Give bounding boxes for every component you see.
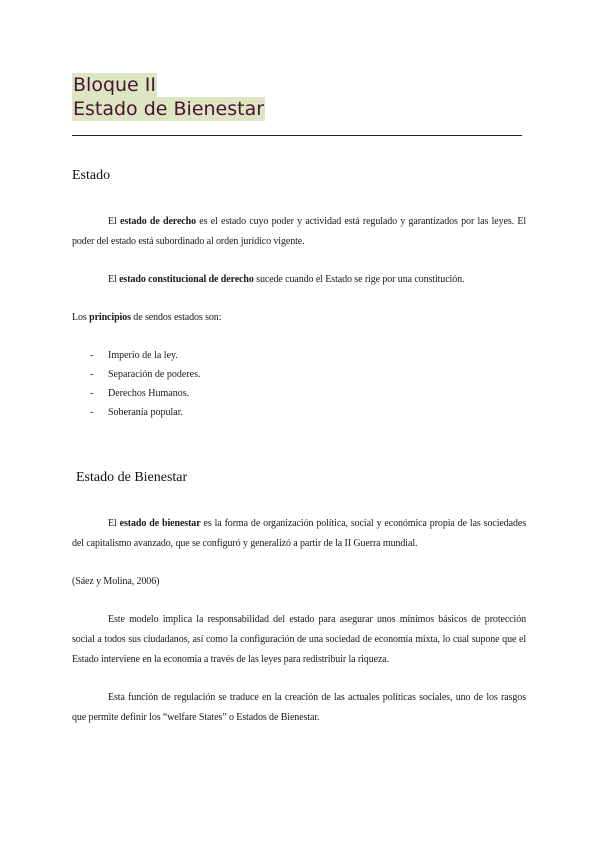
block-label: Bloque II [73,74,156,96]
section-heading-bienestar: Estado de Bienestar [76,470,188,485]
list-item [90,346,200,365]
text-run: El [108,216,120,227]
text-run: es la forma de organización política, social y económica propia de las sociedades del capitalismo avanzado, que se configuró y generalizó a partir de la II Guerra mundial. [72,518,526,549]
block-title [72,73,265,121]
paragraph-estado-constitucional [72,270,526,290]
paragraph-modelo: Este modelo implica la responsabilidad del estado para asegurar unos mínimos básicos de protección social a todos sus ciudadanos, así como la configuración de una sociedad de economía mixta, lo cual supone que el Estado interviene en la economía a través de las leyes para redistribuir la riqueza. [72,614,526,665]
list-marker: - [90,350,94,361]
list-item-text: Derechos Humanos. [108,388,190,399]
list-item-text: Imperio de la ley. [108,350,178,361]
paragraph-principios [72,308,526,328]
list-item [90,384,200,403]
citation: (Sáez y Molina, 2006) [72,576,160,587]
text-run: El [108,274,120,285]
text-run: El [108,518,120,529]
block-subtitle: Estado de Bienestar [73,98,265,120]
text-run: es el estado cuyo poder y actividad está regulado y garantizados por las leyes. El poder del estado está subordinado al orden jurídico vigente. [72,216,526,247]
paragraph-estado-derecho [72,212,526,252]
term-estado-bienestar: estado de bienestar [119,518,201,529]
term-principios: principios [89,312,131,323]
paragraph-estado-bienestar [72,514,526,554]
list-item-text: Separación de poderes. [108,369,201,380]
text-run: Los [72,312,90,323]
text-run: de sendos estados son: [130,312,222,323]
list-marker: - [90,369,94,380]
term-estado-constitucional: estado constitucional de derecho [119,274,254,285]
section-heading-estado: Estado [72,168,111,183]
term-estado-derecho: estado de derecho [119,216,196,227]
list-item [90,365,200,384]
list-marker: - [90,407,94,418]
principles-list [90,346,200,422]
paragraph-regulacion: Esta función de regulación se traduce en la creación de las actuales políticas sociales, uno de los rasgos que permite definir los “welfare States” o Estados de Bienestar. [72,692,526,723]
title-divider [72,135,522,136]
list-item [90,403,200,422]
list-item-text: Soberanía popular. [108,407,183,418]
list-marker: - [90,388,94,399]
text-run: sucede cuando el Estado se rige por una constitución. [253,274,465,285]
